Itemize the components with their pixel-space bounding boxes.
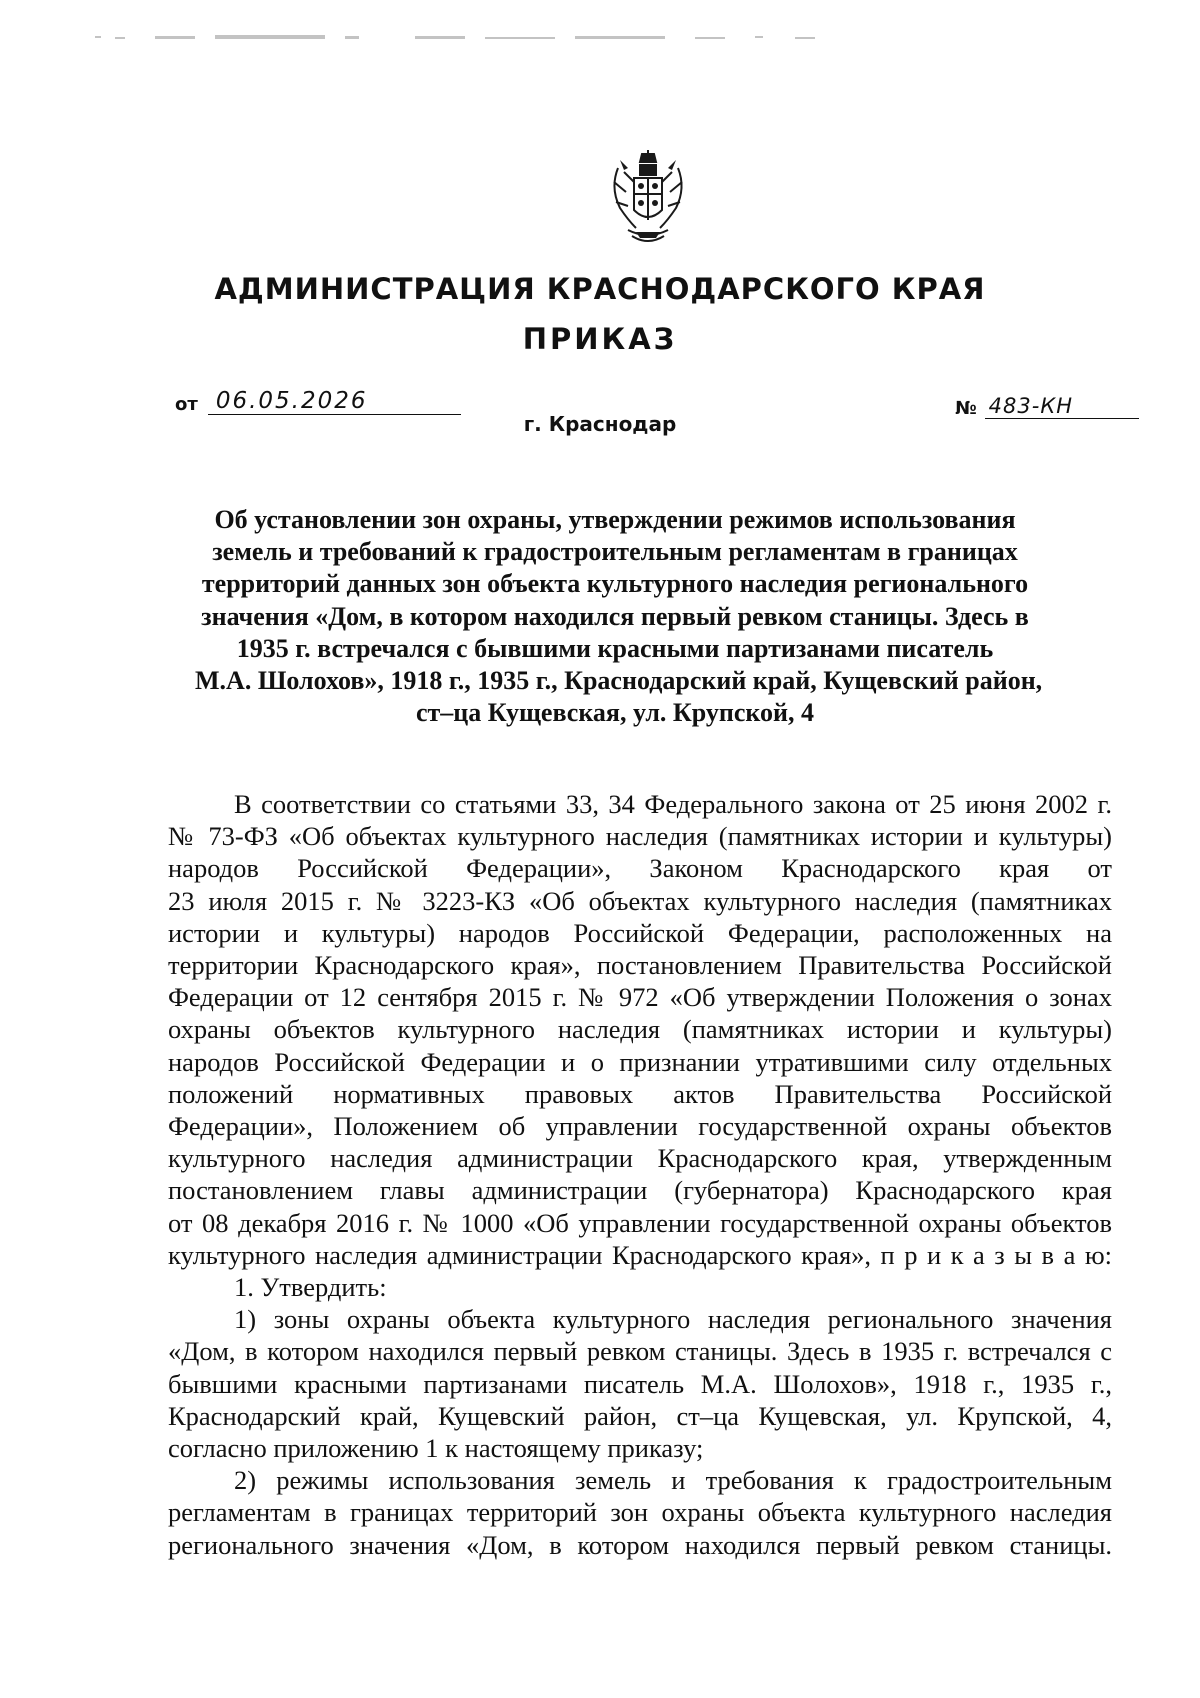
scan-artifact <box>95 30 895 46</box>
title-line: 1935 г. встречался с бывшими красными партизанами писатель <box>236 633 994 663</box>
body-line: положений нормативных правовых актов Правительства Российской <box>168 1078 1112 1109</box>
document-type: ПРИКАЗ <box>522 322 678 356</box>
body-line: Федерации от 12 сентября 2015 г. № 972 «Об утверждении Положения о зонах <box>168 982 1112 1013</box>
title-line: ст–ца Кущевская, ул. Крупской, 4 <box>415 698 815 728</box>
body-line: регламентам в границах территорий зон охраны объекта культурного наследия <box>168 1497 1112 1528</box>
body-line: № 73-ФЗ «Об объектах культурного наследия (памятниках истории и культуры) <box>168 821 1112 852</box>
date-value: 06.05.2026 <box>208 388 461 415</box>
body-line: от 08 декабря 2016 г. № 1000 «Об управлении государственной охраны объектов <box>168 1207 1112 1238</box>
body-line: постановлением главы администрации (губернатора) Краснодарского края <box>168 1175 1112 1206</box>
order-title <box>195 504 1043 729</box>
body-line: территории Краснодарского края», постановлением Правительства Российской <box>168 950 1112 981</box>
body-line: В соответствии со статьями 33, 34 Федерального закона от 25 июня 2002 г. <box>234 789 1112 819</box>
title-line: земель и требований к градостроительным регламентам в границах <box>212 537 1018 567</box>
order-date <box>175 388 461 415</box>
body-line: регионального значения «Дом, в котором находился первый ревком станицы. <box>168 1529 1112 1560</box>
body-line: охраны объектов культурного наследия (памятниках истории и культуры) <box>168 1014 1112 1045</box>
body-line: истории и культуры) народов Российской Федерации, расположенных на <box>168 917 1112 948</box>
body-line: согласно приложению 1 к настоящему приказу; <box>168 1433 704 1464</box>
body-line: 1) зоны охраны объекта культурного наследия регионального значения <box>234 1304 1112 1335</box>
body-line: 2) режимы использования земель и требования к градостроительным <box>234 1465 1112 1496</box>
body-line: народов Российской Федерации», Законом Краснодарского края от <box>168 853 1112 884</box>
order-body <box>168 788 1112 1561</box>
body-line: Краснодарский край, Кущевский район, ст–ца Кущевская, ул. Крупской, 4, <box>168 1400 1112 1431</box>
title-line: территорий данных зон объекта культурного наследия регионального <box>201 569 1029 599</box>
date-prefix: от <box>175 394 198 415</box>
city: г. Краснодар <box>523 412 677 436</box>
body-line: Федерации», Положением об управлении государственной охраны объектов <box>168 1111 1112 1142</box>
body-line: народов Российской Федерации и о признании утратившими силу отдельных <box>168 1046 1112 1077</box>
number-value: 483-КН <box>985 394 1139 419</box>
coat-of-arms-icon <box>606 148 690 248</box>
title-line: Об установлении зон охраны, утверждении режимов использования <box>214 505 1016 534</box>
body-line: «Дом, в котором находился первый ревком станицы. Здесь в 1935 г. встречался с <box>168 1336 1112 1367</box>
agency-name: АДМИНИСТРАЦИЯ КРАСНОДАРСКОГО КРАЯ <box>214 272 986 306</box>
body-line: культурного наследия администрации Краснодарского края, утвержденным <box>168 1143 1112 1174</box>
title-line: значения «Дом, в котором находился первый ревком станицы. Здесь в <box>201 601 1029 631</box>
body-line: бывшими красными партизанами писатель М.А. Шолохов», 1918 г., 1935 г., <box>168 1368 1112 1399</box>
number-prefix: № <box>955 398 977 419</box>
body-line: культурного наследия администрации Краснодарского края», п р и к а з ы в а ю: <box>168 1239 1112 1270</box>
title-line: М.А. Шолохов», 1918 г., 1935 г., Краснодарский край, Кущевский район, <box>195 666 1043 696</box>
body-line: 1. Утвердить: <box>234 1272 387 1303</box>
body-line: 23 июля 2015 г. № 3223-КЗ «Об объектах культурного наследия (памятниках <box>168 885 1112 916</box>
